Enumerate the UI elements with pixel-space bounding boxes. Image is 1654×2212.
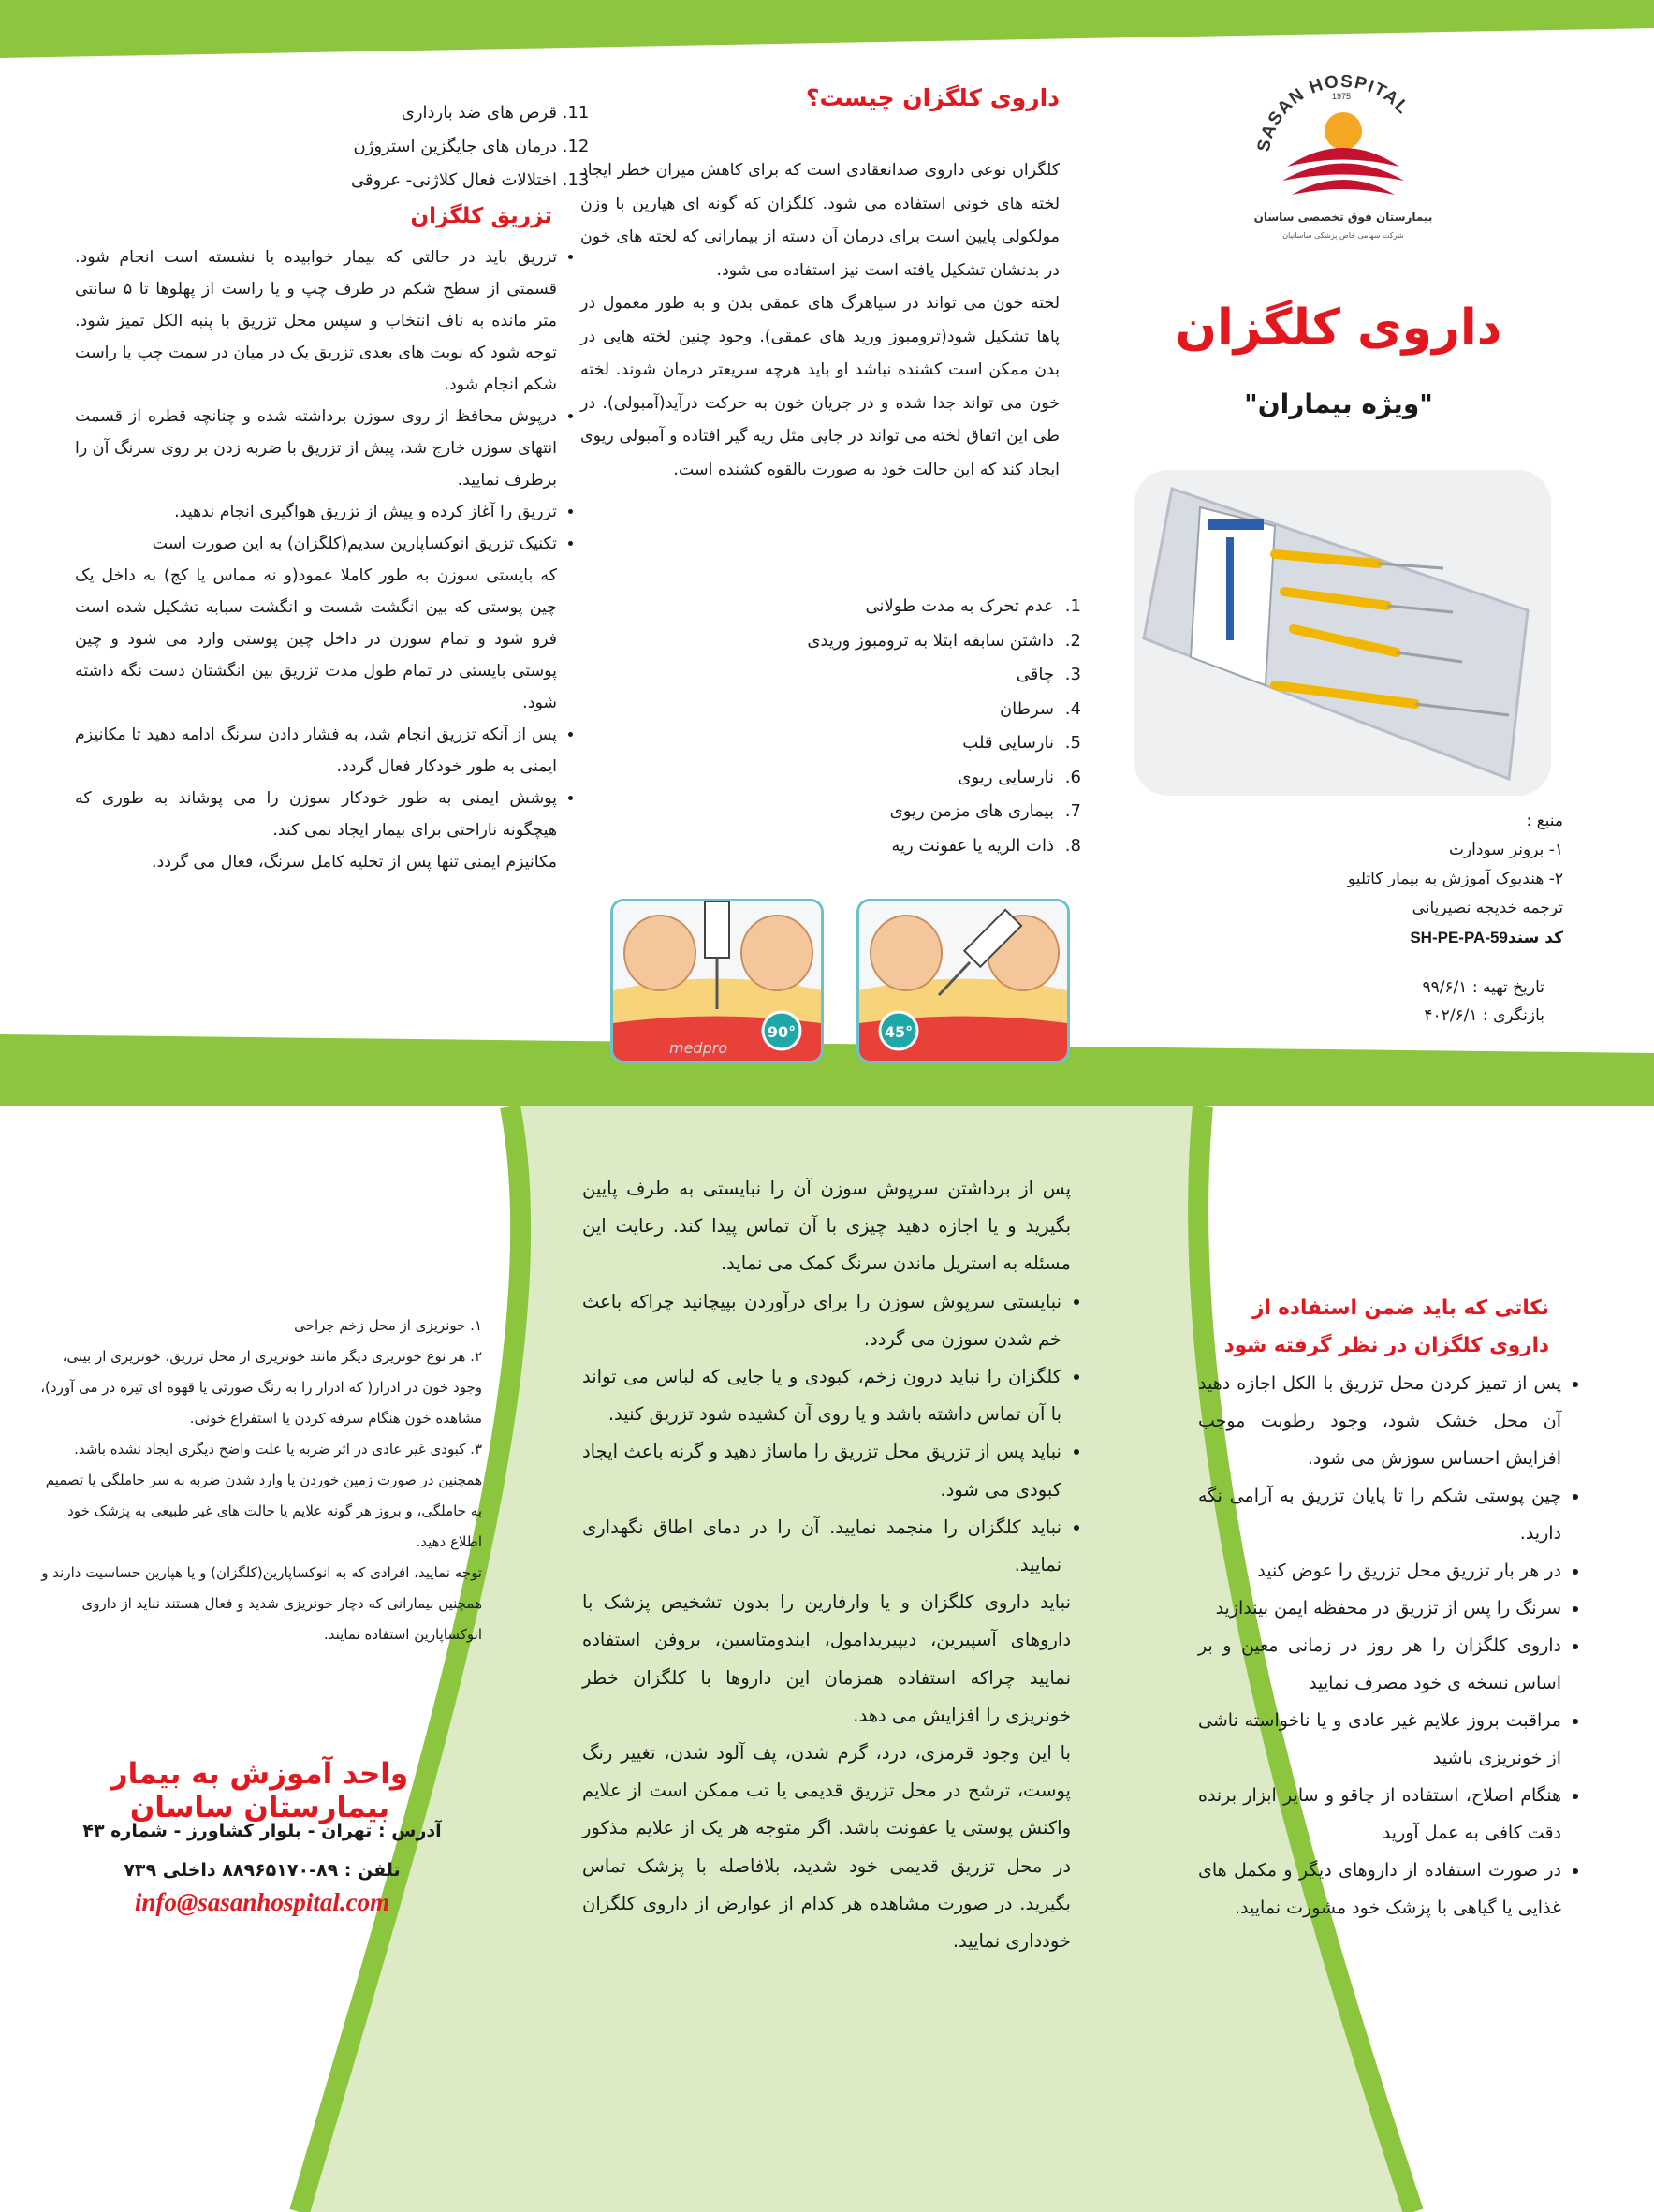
precaution-item: • نبایستی سرپوش سوزن را برای درآوردن بپیچانید چراکه باعث خم شدن سوزن می گردد. <box>582 1283 1061 1358</box>
address-line: آدرس : تهران - بلوار کشاورز - شماره ۴۳ <box>82 1821 442 1841</box>
tip-item: • در صورت استفاده از داروهای دیگر و مکمل های غذایی یا گیاهی با پزشک خود مشورت نمایید. <box>1198 1852 1561 1926</box>
document-code <box>1161 923 1563 953</box>
risk-factor-item: 8. ذات الریه یا عفونت ریه <box>655 829 1060 864</box>
sources-label: منبع : <box>1526 812 1563 830</box>
injection-steps <box>75 242 579 878</box>
injection-90-figure <box>610 899 824 1063</box>
injection-technique-text: که بایستی سوزن به طور کاملا عمود(و نه مماس یا کج) به داخل یک چین پوستی که بین انگشت شست و انگشت سبابه تشکیل شده است فرو شود و تمام سوزن در داخل چین پوستی وارد می شود و چین پوستی بایستی در تمام طول مدت تزریق بین انگشتان دست نگه داشته شود. <box>75 566 557 712</box>
tip-item: • در هر بار تزریق محل تزریق را عوض کنید <box>1198 1552 1561 1589</box>
risk-factor-item: 5. نارسایی قلب <box>655 726 1060 761</box>
phone-line: تلفن : ۸۹-۸۸۹۶۵۱۷۰ داخلی ۷۳۹ <box>124 1860 401 1881</box>
risk-factor-item: 2. داشتن سابقه ابتلا به ترومبوز وریدی <box>655 624 1060 659</box>
source-item: ۲- هندبوک آموزش به بیمار کاتلیو <box>1347 870 1563 888</box>
what-is-body <box>580 154 1060 487</box>
logo-persian-name: بیمارستان فوق تخصصی ساسان <box>1253 211 1433 224</box>
risk-factor-item: 4. سرطان <box>655 693 1060 727</box>
tip-item: • سرنگ را پس از تزریق در محفظه ایمن بیندازید <box>1198 1589 1561 1627</box>
risk-factor-item: 7. بیماری های مزمن ریوی <box>655 795 1060 829</box>
code-label: کد سند <box>1507 929 1563 947</box>
code-value: SH-PE-PA-59 <box>1410 929 1508 946</box>
precaution-item: • نباید پس از تزریق محل تزریق را ماساژ دهید و گرنه باعث ایجاد کبودی می شود. <box>582 1433 1061 1508</box>
tips-heading: نکاتی که باید ضمن استفاده از داروی کلگزان در نظر گرفته شود <box>1223 1296 1549 1357</box>
drug-interaction-text: نباید داروی کلگزان و یا وارفارین را بدون تشخیص پزشک با داروهای آسپیرین، دیپیریدامول، ایندومتاسین، بروفن استفاده نمایید چراکه استفاده همزمان این داروها با کلگزان خطر خونریزی را افزایش می دهد. <box>582 1591 1071 1726</box>
tips-list <box>1198 1365 1588 1926</box>
logo-year: 1975 <box>1331 92 1352 101</box>
injection-step: • تکنیک تزریق انوکساپارین سدیم(کلگزان) به این صورت است <box>75 528 557 560</box>
side-effect-line: ۳. کبودی غیر عادی در اثر ضربه یا علت واضح دیگری ایجاد نشده باشد. <box>74 1441 482 1458</box>
tip-item: • پس از تمیز کردن محل تزریق با الکل اجازه دهید آن محل خشک شود، وجود رطوبت موجب افزایش احساس سوزش می شود. <box>1198 1365 1561 1477</box>
precaution-item: • نباید کلگزان را منجمد نمایید. آن را در دمای اطاق نگهداری نمایید. <box>582 1509 1061 1584</box>
prep-date: تاریخ تهیه : ۹۹/۶/۱ <box>1422 978 1544 997</box>
syringe-package-photo <box>1134 470 1551 796</box>
hospital-logo <box>1250 64 1437 270</box>
logo-latin-text: SASAN HOSPITAL <box>1253 71 1413 154</box>
precautions-body <box>582 1170 1071 1960</box>
education-unit-title: واحد آموزش به بیمار بیمارستان ساسان <box>110 1757 409 1824</box>
tip-item: • هنگام اصلاح، استفاده از چاقو و سایر ابزار برنده دقت کافی به عمل آورید <box>1198 1777 1561 1852</box>
side-effects-block <box>37 1311 482 1650</box>
risk-factor-list-continued <box>285 96 587 198</box>
risk-factor-item: 13. اختلالات فعال کلاژنی- عروقی <box>285 164 557 198</box>
injection-step: • تزریق را آغاز کرده و پیش از تزریق هواگیری انجام ندهید. <box>75 496 557 528</box>
tip-item: • داروی کلگزان را هر روز در زمانی معین و بر اساس نسخه ی خود مصرف نمایید <box>1198 1627 1561 1702</box>
risk-factor-list <box>655 590 1095 863</box>
figure-watermark: medpro <box>669 1039 728 1057</box>
brochure-title: داروی کلگزان <box>1175 300 1502 356</box>
source-item: ترجمه خدیجه نصیریانی <box>1412 899 1563 917</box>
risk-factor-item: 12. درمان های جایگزین استروژن <box>285 130 557 164</box>
injection-step: • پس از آنکه تزریق انجام شد، به فشار دادن سرنگ ادامه دهید تا مکانیزم ایمنی به طور خودکار فعال گردد. <box>75 719 557 783</box>
contact-block <box>75 1811 449 1890</box>
angle-90-label: 90° <box>767 1023 797 1041</box>
precaution-intro: پس از برداشتن سرپوش سوزن آن را نبایستی به طرف پایین بگیرید و یا اجازه دهید چیزی با آن تماس پیدا کند. رعایت این مسئله به استریل ماندن سرنگ کمک می نماید. <box>582 1178 1071 1275</box>
source-item: ۱- برونر سودارث <box>1448 841 1563 859</box>
risk-factor-item: 6. نارسایی ریوی <box>655 761 1060 796</box>
injection-45-figure <box>856 899 1070 1063</box>
tip-item: • مراقبت بروز علایم غیر عادی و یا ناخواسته ناشی از خونریزی باشید <box>1198 1702 1561 1777</box>
what-is-heading: داروی کلگزان چیست؟ <box>805 84 1060 111</box>
dates-block <box>1161 974 1544 1030</box>
safety-note: مکانیزم ایمنی تنها پس از تخلیه کامل سرنگ، فعال می گردد. <box>151 853 557 872</box>
what-is-paragraph: کلگزان نوعی داروی ضدانعقادی است که برای کاهش میزان خطر ایجاد لخته های خونی استفاده می شود. کلگزان که گونه ای هپارین با وزن مولکولی پایین است برای درمان آن دسته از بیمارانی که لخته های خون در بدنشان تشکیل یافته است نیز استفاده می شود. <box>580 161 1060 280</box>
side-effect-line: توجه نمایید، افرادی که به انوکساپارین(کلگزان) و یا هپارین حساسیت دارند و همچنین بیمارانی که دچار خونریزی شدید و فعال هستند نباید از داروی انوکساپارین استفاده نمایند. <box>41 1564 482 1643</box>
sources-block <box>1161 807 1563 953</box>
logo-persian-sub: شرکت سهامی خاص پزشکی ساسانیان <box>1282 231 1404 240</box>
injection-step: • تزریق باید در حالتی که بیمار خوابیده یا نشسته است انجام شود. قسمتی از سطح شکم در طرف چپ و یا راست از پهلوها تا ۵ سانتی متر مانده به ناف انتخاب و سپس محل تزریق با پنبه الکل تمیز شود. توجه شود که نوبت های بعدی تزریق یک در میان در سمت چپ یا راست شکم انجام شود. <box>75 242 557 401</box>
infection-signs-text: با این وجود قرمزی، درد، گرم شدن، پف آلود شدن، تغییر رنگ پوست، ترشح در محل تزریق قدیمی یا تب ممکن است از علایم واکنش پوستی یا عفونت باشد. اگر متوجه هر یک از علایم مذکور در محل تزریق قدیمی خود شدید، بلافاصله با پزشک تماس بگیرید. در صورت مشاهده هر کدام از عوارض از داروی کلگزان خودداری نمایید. <box>582 1742 1071 1953</box>
risk-factor-item: 3. چاقی <box>655 658 1060 693</box>
injection-heading: تزریق کلگزان <box>410 204 552 228</box>
risk-factor-item: 1. عدم تحرک به مدت طولانی <box>655 590 1060 624</box>
risk-factor-item: 11. قرص های ضد بارداری <box>285 96 557 130</box>
review-date: بازنگری : ۴۰۲/۶/۱ <box>1424 1006 1544 1025</box>
what-is-paragraph: لخته خون می تواند در سیاهرگ های عمقی بدن و به طور معمول در پاها تشکیل شود(ترومبوز ورید های عمقی). وجود چنین لخته هایی در بدن ممکن است کشنده نباشد او باید هرچه سریعتر درمان شوند. لخته خون می تواند جدا شده و در جریان خون به حرکت درآید(آمبولی). در طی این اتفاق لخته می تواند در جایی مثل ریه گیر افتاده و آمبولی ریوی ایجاد کند که این حالت خود به صورت بالقوه کشنده است. <box>580 294 1060 479</box>
angle-45-label: 45° <box>884 1023 914 1041</box>
email-link[interactable]: info@sasanhospital.com <box>134 1888 390 1916</box>
precaution-item: • کلگزان را نباید درون زخم، کبودی و یا جایی که لباس می تواند با آن تماس داشته باشد و یا روی آن کشیده شود تزریق کنید. <box>582 1358 1061 1433</box>
side-effect-line: ۱. خونریزی از محل زخم جراحی <box>294 1317 482 1334</box>
side-effect-line: همچنین در صورت زمین خوردن یا وارد شدن ضربه به سر حاملگی یا تصمیم به حاملگی، و بروز هر گونه علایم یا حالت های غیر طبیعی به پزشک خود اطلاع دهید. <box>45 1472 482 1550</box>
tip-item: • چین پوستی شکم را تا پایان تزریق به آرامی نگه دارید. <box>1198 1477 1561 1552</box>
brochure-subtitle: "ویژه بیماران" <box>1244 388 1433 419</box>
side-effect-line: ۲. هر نوع خونریزی دیگر مانند خونریزی از محل تزریق، خونریزی از بینی، وجود خون در ادرار( که ادرار را به رنگ صورتی یا قهوه ای تیره در می آورد)، مشاهده خون هنگام سرفه کردن یا استفراغ خونی. <box>40 1348 482 1427</box>
injection-step: • درپوش محافظ از روی سوزن برداشته شده و چنانچه قطره از قسمت انتهای سوزن خارج شد، پیش از تزریق با ضربه زدن بر روی سرنگ آن را برطرف نمایید. <box>75 401 557 496</box>
injection-step: • پوشش ایمنی به طور خودکار سوزن را می پوشاند به طوری که هیچگونه ناراحتی برای بیمار ایجاد نمی کند. <box>75 783 557 846</box>
